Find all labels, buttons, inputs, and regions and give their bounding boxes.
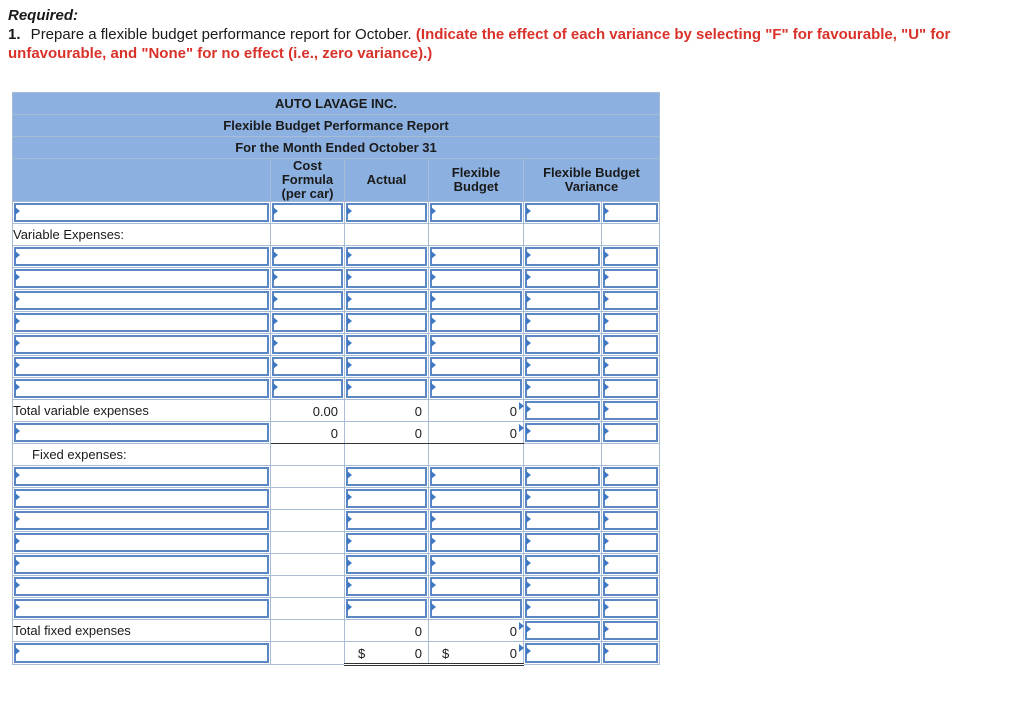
fixed-flexible-input[interactable]: [430, 467, 522, 486]
subtotal-row: [13, 422, 660, 444]
total-fixed-variance-input[interactable]: [525, 621, 600, 640]
fixed-flexible-input[interactable]: [430, 511, 522, 530]
fixed-row: [13, 532, 660, 554]
variable-effect-select[interactable]: [603, 313, 658, 332]
variable-variance-input[interactable]: [525, 357, 600, 376]
fixed-flexible-input[interactable]: [430, 555, 522, 574]
report-title: Flexible Budget Performance Report: [13, 115, 660, 137]
fixed-actual-input[interactable]: [346, 489, 427, 508]
question-text: Prepare a flexible budget performance report for October.: [26, 26, 412, 43]
fixed-actual-input[interactable]: [346, 533, 427, 552]
question-number: 1.: [8, 26, 21, 43]
variable-cost-input[interactable]: [272, 313, 343, 332]
variable-row: [13, 290, 660, 312]
fixed-variance-input[interactable]: [525, 577, 600, 596]
total-variable-flexible-value: 0: [509, 404, 517, 419]
variance-header: Flexible Budget Variance: [524, 159, 660, 202]
variable-variance-input[interactable]: [525, 379, 600, 398]
fixed-label-input[interactable]: [14, 555, 269, 574]
total-variable-effect-select[interactable]: [603, 401, 658, 420]
fixed-label-input[interactable]: [14, 489, 269, 508]
fixed-label-input[interactable]: [14, 599, 269, 618]
fixed-row: [13, 488, 660, 510]
total-fixed-label: Total fixed expenses: [13, 620, 271, 642]
fixed-actual-input[interactable]: [346, 511, 427, 530]
variable-row: [13, 356, 660, 378]
fixed-label-input[interactable]: [14, 511, 269, 530]
fixed-actual-input[interactable]: [346, 555, 427, 574]
subtotal-flexible-value: 0: [509, 426, 517, 441]
variable-cost-input[interactable]: [272, 291, 343, 310]
final-effect-select[interactable]: [603, 643, 658, 663]
variable-effect-select[interactable]: [603, 335, 658, 354]
fixed-row: [13, 576, 660, 598]
variable-row: [13, 334, 660, 356]
activity-row: [13, 202, 660, 224]
variable-row: [13, 312, 660, 334]
variable-variance-input[interactable]: [525, 269, 600, 288]
activity-effect-select[interactable]: [603, 203, 658, 222]
variable-flexible-input[interactable]: [430, 335, 522, 354]
fixed-effect-select[interactable]: [603, 555, 658, 574]
variable-actual-input[interactable]: [346, 357, 427, 376]
fixed-row: [13, 466, 660, 488]
fixed-label-input[interactable]: [14, 467, 269, 486]
variable-effect-select[interactable]: [603, 247, 658, 266]
variable-effect-select[interactable]: [603, 291, 658, 310]
final-total-row: [13, 642, 660, 665]
fixed-actual-input[interactable]: [346, 599, 427, 618]
actual-header: Actual: [345, 159, 429, 202]
final-actual-value: 0: [414, 646, 422, 661]
variable-cost-input[interactable]: [272, 247, 343, 266]
flexible-budget-header: Flexible Budget: [429, 159, 524, 202]
variable-variance-input[interactable]: [525, 291, 600, 310]
variable-actual-input[interactable]: [346, 291, 427, 310]
subtotal-effect-select[interactable]: [603, 423, 658, 442]
variable-actual-input[interactable]: [346, 335, 427, 354]
final-flexible-value: 0: [509, 646, 517, 661]
variable-cost-input[interactable]: [272, 269, 343, 288]
variable-cost-input[interactable]: [272, 335, 343, 354]
variable-label-input[interactable]: [14, 291, 269, 310]
variable-label-input[interactable]: [14, 357, 269, 376]
variable-expenses-label: Variable Expenses:: [13, 224, 271, 246]
fixed-row: [13, 554, 660, 576]
fixed-variance-input[interactable]: [525, 511, 600, 530]
variable-variance-input[interactable]: [525, 335, 600, 354]
final-label-input[interactable]: [14, 643, 269, 663]
variable-flexible-input[interactable]: [430, 269, 522, 288]
variable-actual-input[interactable]: [346, 313, 427, 332]
variable-cost-input[interactable]: [272, 379, 343, 398]
total-variable-label: Total variable expenses: [13, 400, 271, 422]
variable-label-input[interactable]: [14, 335, 269, 354]
variable-flexible-input[interactable]: [430, 291, 522, 310]
fixed-flexible-input[interactable]: [430, 533, 522, 552]
instruction-text: [8, 25, 1008, 63]
total-variable-cost-value: 0.00: [312, 404, 338, 419]
instructions: [8, 6, 1008, 63]
activity-label-input[interactable]: [14, 203, 269, 222]
subtotal-cost-value: 0: [330, 426, 338, 441]
variable-variance-input[interactable]: [525, 313, 600, 332]
variable-actual-input[interactable]: [346, 247, 427, 266]
label-column-header: [13, 159, 271, 202]
fixed-row: [13, 598, 660, 620]
fixed-flexible-input[interactable]: [430, 599, 522, 618]
variable-row: [13, 378, 660, 400]
subtotal-actual-value: 0: [414, 426, 422, 441]
fixed-effect-select[interactable]: [603, 599, 658, 618]
cost-formula-header: Cost Formula (per car): [271, 159, 345, 202]
fixed-label-input[interactable]: [14, 577, 269, 596]
variable-section-row: [13, 224, 660, 246]
fixed-section-row: [13, 444, 660, 466]
variable-effect-select[interactable]: [603, 357, 658, 376]
fixed-variance-input[interactable]: [525, 533, 600, 552]
variable-label-input[interactable]: [14, 269, 269, 288]
variable-actual-input[interactable]: [346, 269, 427, 288]
fixed-effect-select[interactable]: [603, 533, 658, 552]
variable-label-input[interactable]: [14, 313, 269, 332]
total-variable-actual-value: 0: [414, 404, 422, 419]
required-heading: Required:: [8, 7, 79, 24]
fixed-expenses-label: Fixed expenses:: [13, 444, 271, 466]
total-fixed-effect-select[interactable]: [603, 621, 658, 640]
variable-flexible-input[interactable]: [430, 379, 522, 398]
company-name: AUTO LAVAGE INC.: [13, 93, 660, 115]
fixed-effect-select[interactable]: [603, 511, 658, 530]
subtotal-variance-input[interactable]: [525, 423, 600, 442]
fixed-effect-select[interactable]: [603, 577, 658, 596]
fixed-label-input[interactable]: [14, 533, 269, 552]
fixed-flexible-input[interactable]: [430, 489, 522, 508]
total-variable-row: [13, 400, 660, 422]
activity-variance-input[interactable]: [525, 203, 600, 222]
activity-flexible-input[interactable]: [430, 203, 522, 222]
total-fixed-actual-value: 0: [414, 624, 422, 639]
variable-effect-select[interactable]: [603, 269, 658, 288]
total-fixed-row: [13, 620, 660, 642]
variable-flexible-input[interactable]: [430, 247, 522, 266]
activity-cost-input[interactable]: [272, 203, 343, 222]
variable-label-input[interactable]: [14, 379, 269, 398]
final-variance-input[interactable]: [525, 643, 600, 663]
variable-cost-input[interactable]: [272, 357, 343, 376]
instruction-note: (Indicate the effect of each variance by selecting "F" for favourable, "U" for unfavourable, and "None" for no effect (i.e., zero variance).): [8, 26, 951, 62]
total-fixed-flexible-value: 0: [509, 624, 517, 639]
fixed-actual-input[interactable]: [346, 467, 427, 486]
actual-currency-symbol: $: [358, 646, 366, 661]
variable-flexible-input[interactable]: [430, 313, 522, 332]
fixed-effect-select[interactable]: [603, 467, 658, 486]
fixed-variance-input[interactable]: [525, 555, 600, 574]
flexible-currency-symbol: $: [442, 646, 450, 661]
variable-flexible-input[interactable]: [430, 357, 522, 376]
variable-row: [13, 268, 660, 290]
report-period: For the Month Ended October 31: [13, 137, 660, 159]
fixed-variance-input[interactable]: [525, 467, 600, 486]
variable-effect-select[interactable]: [603, 379, 658, 398]
variable-label-input[interactable]: [14, 247, 269, 266]
total-variable-variance-input[interactable]: [525, 401, 600, 420]
fixed-effect-select[interactable]: [603, 489, 658, 508]
variable-variance-input[interactable]: [525, 247, 600, 266]
fixed-row: [13, 510, 660, 532]
fixed-actual-input[interactable]: [346, 577, 427, 596]
performance-report-table: [12, 92, 660, 666]
fixed-variance-input[interactable]: [525, 489, 600, 508]
subtotal-label-input[interactable]: [14, 423, 269, 442]
activity-actual-input[interactable]: [346, 203, 427, 222]
variable-actual-input[interactable]: [346, 379, 427, 398]
fixed-variance-input[interactable]: [525, 599, 600, 618]
fixed-flexible-input[interactable]: [430, 577, 522, 596]
variable-row: [13, 246, 660, 268]
